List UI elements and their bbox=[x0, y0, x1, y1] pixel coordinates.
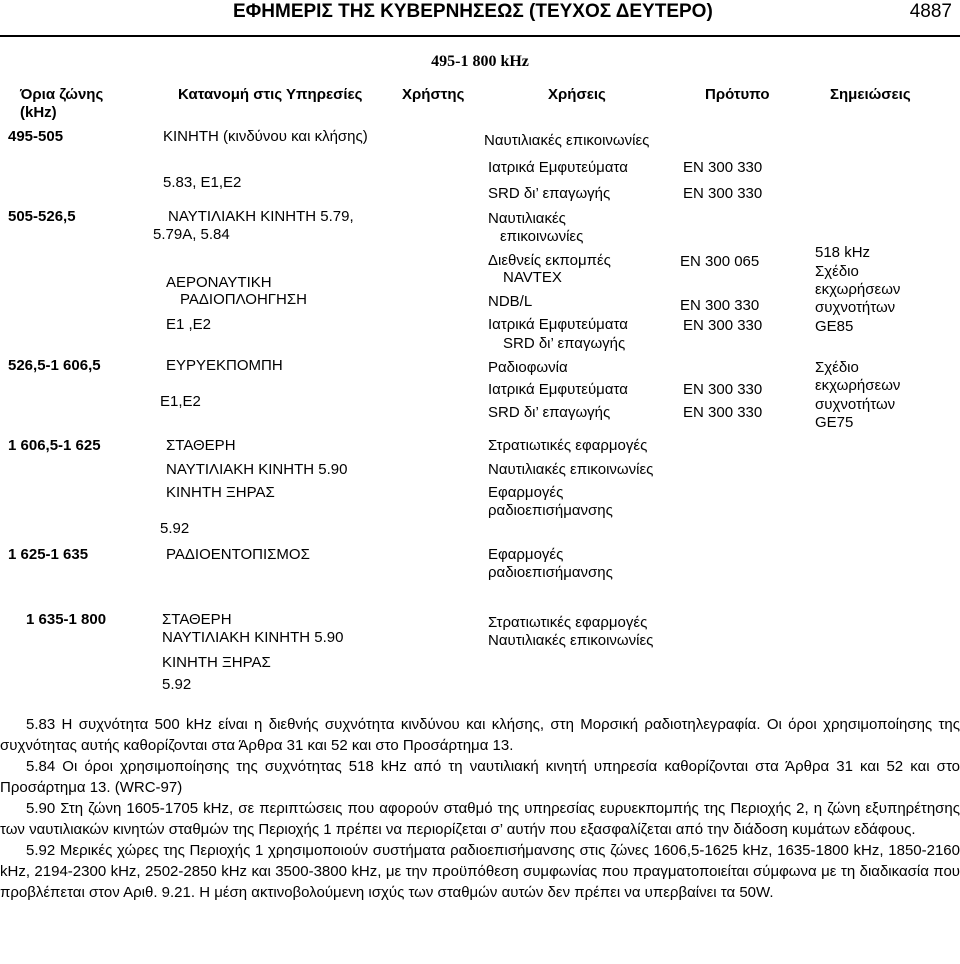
col-header-limits-unit: (kHz) bbox=[20, 104, 57, 121]
row-use: SRD δι’ επαγωγής bbox=[503, 335, 626, 352]
row-note: GE85 bbox=[815, 318, 854, 335]
row-note: Σχέδιο bbox=[815, 263, 859, 280]
row-use: Ναυτιλιακές επικοινωνίες bbox=[488, 632, 654, 649]
row-allocation: ΕΥΡΥΕΚΠΟΜΠΗ bbox=[166, 357, 283, 374]
footnote-5-92: 5.92 Μερικές χώρες της Περιοχής 1 χρησιμοποιούν συστήματα ραδιοεπισήμανσης στις ζώνες 1606,5-1625 kHz, 1635-1800 kHz, 1850-2160 kHz, 2194-2300 kHz, 2502-2850 kHz και 3500-3800 kHz, με την προϋπόθεση συμφωνίας που πραγματοποιείται σύμφωνα με τη διαδικασία που προβλέπεται στον Αριθ. 9.21. Η μέση ακτινοβολούμενη ισχύς των σταθμών αυτών δεν πρέπει να υπερβαίνει τα 50W. bbox=[0, 842, 960, 901]
row-standard: EN 300 330 bbox=[683, 381, 763, 398]
row-note: GE75 bbox=[815, 414, 854, 431]
row-use: Εφαρμογές bbox=[488, 484, 564, 501]
col-header-notes: Σημειώσεις bbox=[830, 86, 911, 103]
row-note: εκχωρήσεων bbox=[815, 377, 901, 394]
row-use: Ιατρικά Εμφυτεύματα bbox=[488, 316, 628, 333]
page-number: 4887 bbox=[909, 1, 952, 22]
row-allocation: Ε1,Ε2 bbox=[160, 393, 201, 410]
footnote-5-90: 5.90 Στη ζώνη 1605-1705 kHz, σε περιπτώσεις που αφορούν σταθμό της υπηρεσίας ευρυεκπομπής της Περιοχής 2, η ζώνη εξυπηρέτησης των ναυτιλιακών κινητών σταθμών της Περιοχής 1 πρέπει να περιορίζεται σ’ αυτήν που εξασφαλίζεται από την διάδοση κυμάτων εδάφους. bbox=[0, 800, 960, 838]
col-header-allocation: Κατανομή στις Υπηρεσίες bbox=[178, 86, 363, 103]
row-use: Ραδιοφωνία bbox=[488, 359, 568, 376]
row-allocation: ΡΑΔΙΟΠΛΟΗΓΗΣΗ bbox=[180, 291, 307, 308]
row-note: 518 kHz bbox=[815, 244, 871, 261]
row-use: NDB/L bbox=[488, 293, 533, 310]
row-note: εκχωρήσεων bbox=[815, 281, 901, 298]
row-use: Στρατιωτικές εφαρμογές bbox=[488, 437, 648, 454]
row-allocation: ΝΑΥΤΙΛΙΑΚΗ ΚΙΝΗΤΗ 5.79, bbox=[168, 208, 354, 225]
col-header-standard: Πρότυπο bbox=[705, 86, 770, 103]
row-use: ραδιοεπισήμανσης bbox=[488, 564, 613, 581]
row-allocation: ΚΙΝΗΤΗ ΞΗΡΑΣ bbox=[162, 654, 271, 671]
row-limits: 1 635-1 800 bbox=[26, 611, 107, 628]
row-limits: 1 606,5-1 625 bbox=[8, 437, 101, 454]
row-allocation: ΝΑΥΤΙΛΙΑΚΗ ΚΙΝΗΤΗ 5.90 bbox=[162, 629, 344, 646]
row-limits: 1 625-1 635 bbox=[8, 546, 89, 563]
row-standard: EN 300 330 bbox=[683, 317, 763, 334]
row-allocation: 5.92 bbox=[160, 520, 190, 537]
row-use: Στρατιωτικές εφαρμογές bbox=[488, 614, 648, 631]
page-header-title: ΕΦΗΜΕΡΙΣ ΤΗΣ ΚΥΒΕΡΝΗΣΕΩΣ (ΤΕΥΧΟΣ ΔΕΥΤΕΡΟ) bbox=[233, 1, 713, 22]
row-allocation: Ε1 ,Ε2 bbox=[166, 316, 212, 333]
row-use: Ναυτιλιακές επικοινωνίες bbox=[484, 132, 650, 149]
row-allocation: 5.83, Ε1,Ε2 bbox=[163, 174, 242, 191]
footnotes bbox=[0, 714, 960, 903]
row-use: Ιατρικά Εμφυτεύματα bbox=[488, 381, 628, 398]
row-allocation: ΚΙΝΗΤΗ ΞΗΡΑΣ bbox=[166, 484, 275, 501]
row-limits: 505-526,5 bbox=[8, 208, 76, 225]
row-note: συχνοτήτων bbox=[815, 299, 896, 316]
row-allocation: ΑΕΡΟΝΑΥΤΙΚΗ bbox=[166, 274, 272, 291]
row-allocation: ΝΑΥΤΙΛΙΑΚΗ ΚΙΝΗΤΗ 5.90 bbox=[166, 461, 348, 478]
row-allocation: ΚΙΝΗΤΗ (κινδύνου και κλήσης) bbox=[163, 128, 368, 145]
row-use: NAVTEX bbox=[503, 269, 562, 286]
row-use: SRD δι’ επαγωγής bbox=[488, 404, 611, 421]
row-standard: EN 300 330 bbox=[680, 297, 760, 314]
row-standard: EN 300 330 bbox=[683, 159, 763, 176]
row-allocation: 5.79A, 5.84 bbox=[153, 226, 230, 243]
row-allocation: 5.92 bbox=[162, 676, 192, 693]
footnote-5-84: 5.84 Οι όροι χρησιμοποίησης της συχνότητας 518 kHz από τη ναυτιλιακή κινητή υπηρεσία καθορίζονται στα Άρθρα 31 και 52 και στο Προσάρτημα 13. (WRC-97) bbox=[0, 758, 960, 796]
row-note: Σχέδιο bbox=[815, 359, 859, 376]
row-use: SRD δι’ επαγωγής bbox=[488, 185, 611, 202]
frequency-band-title: 495-1 800 kHz bbox=[431, 53, 529, 70]
row-limits: 526,5-1 606,5 bbox=[8, 357, 101, 374]
footnote-5-83: 5.83 Η συχνότητα 500 kHz είναι η διεθνής συχνότητα κινδύνου και κλήσης, στη Μορσική ραδιοτηλεγραφία. Οι όροι χρησιμοποίησης της συχνότητας αυτής καθορίζονται στα Άρθρα 31 και 52 και στο Προσάρτημα 13. bbox=[0, 716, 960, 754]
row-standard: EN 300 330 bbox=[683, 404, 763, 421]
row-note: συχνοτήτων bbox=[815, 396, 896, 413]
row-use: επικοινωνίες bbox=[500, 228, 584, 245]
col-header-user: Χρήστης bbox=[402, 86, 465, 103]
row-allocation: ΡΑΔΙΟΕΝΤΟΠΙΣΜΟΣ bbox=[166, 546, 310, 563]
row-limits: 495-505 bbox=[8, 128, 64, 145]
row-allocation: ΣΤΑΘΕΡΗ bbox=[166, 437, 236, 454]
row-allocation: ΣΤΑΘΕΡΗ bbox=[162, 611, 232, 628]
row-use: Ναυτιλιακές επικοινωνίες bbox=[488, 461, 654, 478]
row-use: Διεθνείς εκπομπές bbox=[488, 252, 611, 269]
row-use: Εφαρμογές bbox=[488, 546, 564, 563]
col-header-limits: Όρια ζώνης bbox=[20, 86, 104, 103]
col-header-uses: Χρήσεις bbox=[548, 86, 606, 103]
row-standard: EN 300 330 bbox=[683, 185, 763, 202]
row-standard: EN 300 065 bbox=[680, 253, 760, 270]
header-rule bbox=[0, 35, 960, 37]
row-use: Ναυτιλιακές bbox=[488, 210, 566, 227]
row-use: Ιατρικά Εμφυτεύματα bbox=[488, 159, 628, 176]
row-use: ραδιοεπισήμανσης bbox=[488, 502, 613, 519]
